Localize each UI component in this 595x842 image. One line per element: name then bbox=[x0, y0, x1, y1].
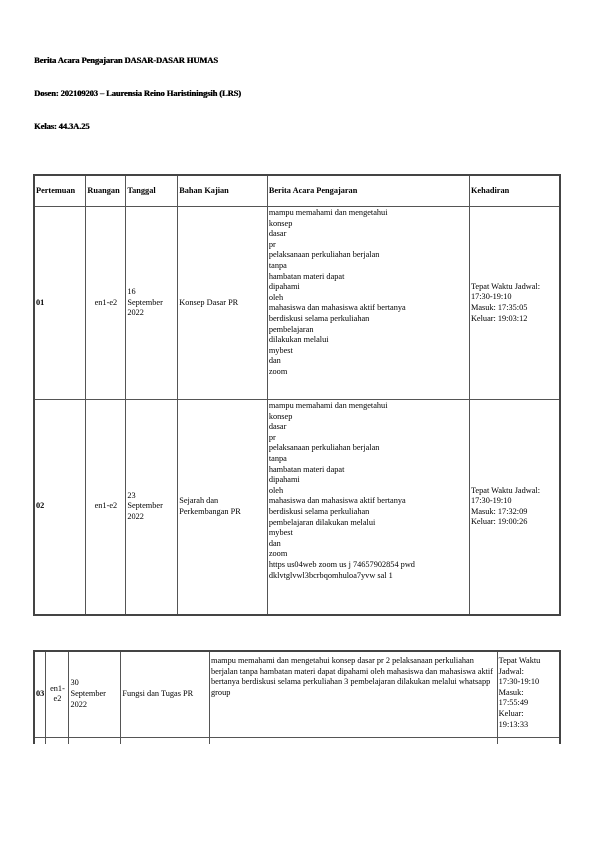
cell-tanggal: 23 September 2022 bbox=[126, 400, 178, 615]
cell-ruangan: en1-e2 bbox=[86, 207, 126, 400]
cell-tanggal: 16 September 2022 bbox=[126, 207, 178, 400]
document-title: Berita Acara Pengajaran DASAR-DASAR HUMAS bbox=[34, 55, 218, 65]
cell-pertemuan: 02 bbox=[34, 400, 86, 615]
cell-kehadiran: Tepat Waktu Jadwal: 17:30-19:10 Masuk: 17:35:05 Keluar: 19:03:12 bbox=[469, 207, 560, 400]
cell-pertemuan: 01 bbox=[34, 207, 86, 400]
dosen-line: Dosen: 202109203 – Laurensia Reino Haristiningsih (LRS) bbox=[34, 88, 241, 98]
cell-bahan-kajian: Fungsi dan Tugas PR bbox=[121, 651, 210, 737]
cell-kehadiran: Tepat Waktu Jadwal: 17:30-19:10 Masuk: 17:32:09 Keluar: 19:00:26 bbox=[469, 400, 560, 615]
cell-ruangan: en1- e2 bbox=[46, 651, 69, 737]
col-header-berita-acara: Berita Acara Pengajaran bbox=[267, 175, 469, 207]
table-row-continuation bbox=[34, 737, 560, 744]
cell-pertemuan: 03 bbox=[34, 651, 46, 737]
attendance-table bbox=[33, 174, 561, 616]
col-header-bahan-kajian: Bahan Kajian bbox=[178, 175, 268, 207]
cell-bahan-kajian: Sejarah dan Perkembangan PR bbox=[178, 400, 268, 615]
table-row bbox=[34, 400, 560, 615]
table-header-row bbox=[34, 175, 560, 207]
cell-kehadiran: Tepat Waktu Jadwal: 17:30-19:10 Masuk: 17:55:49 Keluar: 19:13:33 bbox=[497, 651, 560, 737]
col-header-pertemuan: Pertemuan bbox=[34, 175, 86, 207]
table-row bbox=[34, 651, 560, 737]
kelas-line: Kelas: 44.3A.25 bbox=[34, 121, 90, 131]
attendance-table-continued bbox=[33, 650, 561, 744]
col-header-ruangan: Ruangan bbox=[86, 175, 126, 207]
table-row bbox=[34, 207, 560, 400]
col-header-tanggal: Tanggal bbox=[126, 175, 178, 207]
cell-tanggal: 30 September 2022 bbox=[69, 651, 121, 737]
cell-bahan-kajian: Konsep Dasar PR bbox=[178, 207, 268, 400]
col-header-kehadiran: Kehadiran bbox=[469, 175, 560, 207]
cell-berita-acara: mampu memahami dan mengetahui konsep dasar pr pelaksanaan perkuliahan berjalan tanpa hambatan materi dapat dipahami oleh mahasiswa dan mahasiswa aktif bertanya berdiskusi selama perkuliahan pembelajaran dilakukan melalui mybest dan zoom bbox=[267, 207, 469, 400]
cell-berita-acara: mampu memahami dan mengetahui konsep dasar pr 2 pelaksanaan perkuliahan berjalan tanpa hambatan materi dapat dipahami oleh mahasiswa dan mahasiswa aktif bertanya berdiskusi selama perkuliahan 3 pembelajaran dilakukan melalui whatsapp group bbox=[210, 651, 498, 737]
cell-ruangan: en1-e2 bbox=[86, 400, 126, 615]
cell-berita-acara: mampu memahami dan mengetahui konsep dasar pr pelaksanaan perkuliahan berjalan tanpa hambatan materi dapat dipahami oleh mahasiswa dan mahasiswa aktif bertanya berdiskusi selama perkuliahan pembelajaran dilakukan melalui mybest dan zoom https us04web zoom us j 74657902854 pwd dklvtglvwl3bcrbqomhuloa7yvw sal 1 bbox=[267, 400, 469, 615]
